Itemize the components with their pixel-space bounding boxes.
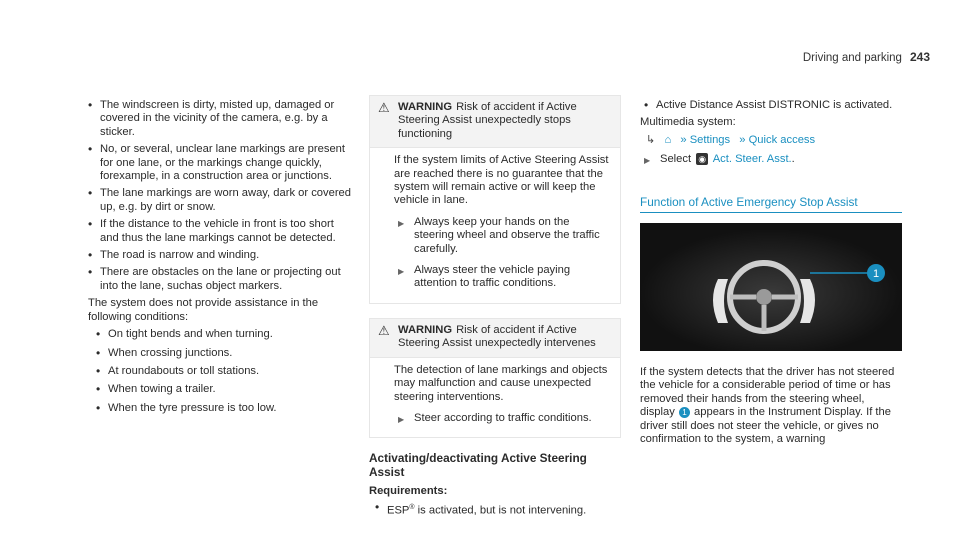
column-1 <box>88 99 353 420</box>
page-header <box>803 50 930 64</box>
list-item: • When towing a trailer. <box>96 383 353 396</box>
hands-off-steering-wheel-illustration <box>640 223 902 351</box>
list-item: • The road is narrow and winding. <box>88 249 353 262</box>
list-item: • No, or several, unclear lane markings are present for one lane, or the markings change quickly, forexample, in a construction area or junctions. <box>88 143 353 183</box>
warning-text: The detection of lane markings and objects may malfunction and cause unexpected steering interventions. <box>394 363 608 403</box>
multimedia-label: Multimedia system: <box>640 116 736 129</box>
list-item: • When the tyre pressure is too low. <box>96 402 353 415</box>
display-paragraph: If the system detects that the driver has not steered the vehicle for a considerable period of time or has removed their hands from the steering wheel, display 1 appears in the Instrument Display. If the driver still does not steer the vehicle, or gives no confirmation to the system, a warning <box>640 366 895 446</box>
warning-heading: Risk of accident if Active Steering Assist unexpectedly intervenes <box>398 323 596 350</box>
list-item: • The lane markings are worn away, dark or covered up, e.g. by dirt or snow. <box>88 187 353 214</box>
list-item: • There are obstacles on the lane or projecting out into the lane, suchas object markers. <box>88 266 353 293</box>
list-item: • When crossing junctions. <box>96 347 353 360</box>
requirements-label: Requirements: <box>369 485 448 498</box>
section-name: Driving and parking <box>802 52 902 64</box>
page-number: 243 <box>909 50 930 64</box>
warning-box-2 <box>369 318 621 438</box>
requirement-item: • Active Distance Assist DISTRONIC is activated. <box>644 99 902 112</box>
action-item: ▶ Always steer the vehicle paying attention to traffic conditions. <box>394 264 612 291</box>
menu-path <box>640 134 902 147</box>
warning-label: WARNING <box>398 101 453 113</box>
action-item: ▶ Steer according to traffic conditions. <box>394 412 612 425</box>
instrument-display-figure <box>640 223 902 351</box>
conditions-list <box>88 328 353 415</box>
action-item: ▶ Always keep your hands on the steering wheel and observe the traffic carefully. <box>394 216 612 256</box>
warning-body <box>370 147 620 303</box>
warning-text: If the system limits of Active Steering Assist are reached there is no guarantee that the system will remain active or will keep the vehicle in lane. <box>394 154 609 207</box>
warning-triangle-icon: ⚠ <box>378 322 390 338</box>
warning-box-1 <box>369 95 621 304</box>
path-arrow-icon: ↳ <box>646 133 656 146</box>
chevron-icon: » <box>680 133 687 146</box>
section-title: Function of Active Emergency Stop Assist <box>640 196 902 213</box>
figure-callout: 1 <box>872 268 880 281</box>
menu-act-steer-asst[interactable]: Act. Steer. Asst. <box>712 153 792 166</box>
list-item: • On tight bends and when turning. <box>96 328 353 341</box>
warning-header <box>370 319 620 357</box>
warning-header <box>370 96 620 147</box>
list-item: • The windscreen is dirty, misted up, damaged or covered in the vicinity of the camera, e.g. by a sticker. <box>88 99 353 139</box>
menu-quick-access[interactable]: Quick access <box>748 133 816 146</box>
column-2 <box>369 95 621 522</box>
conditions-intro: The system does not provide assistance in the following conditions: <box>88 297 319 323</box>
warning-heading: Risk of accident if Active Steering Assist unexpectedly stops functioning <box>398 101 577 140</box>
section-heading: Activating/deactivating Active Steering Assist <box>369 451 587 479</box>
home-icon[interactable]: ⌂ <box>664 133 672 146</box>
list-item: • If the distance to the vehicle in front is too short and thus the lane markings cannot be detected. <box>88 218 353 245</box>
requirement-item: • ESP® is activated, but is not intervening. <box>375 501 621 518</box>
menu-settings[interactable]: Settings <box>689 133 731 146</box>
warning-label: WARNING <box>398 323 453 336</box>
warning-body <box>370 357 620 438</box>
list-item: • At roundabouts or toll stations. <box>96 365 353 378</box>
steering-wheel-icon: ◉ <box>696 153 708 165</box>
warning-triangle-icon: ⚠ <box>378 100 390 115</box>
column-3 <box>640 99 902 450</box>
callout-badge: 1 <box>679 407 690 418</box>
select-step: ▶ Select ◉ Act. Steer. Asst.. <box>640 153 902 166</box>
chevron-icon: » <box>739 133 746 146</box>
